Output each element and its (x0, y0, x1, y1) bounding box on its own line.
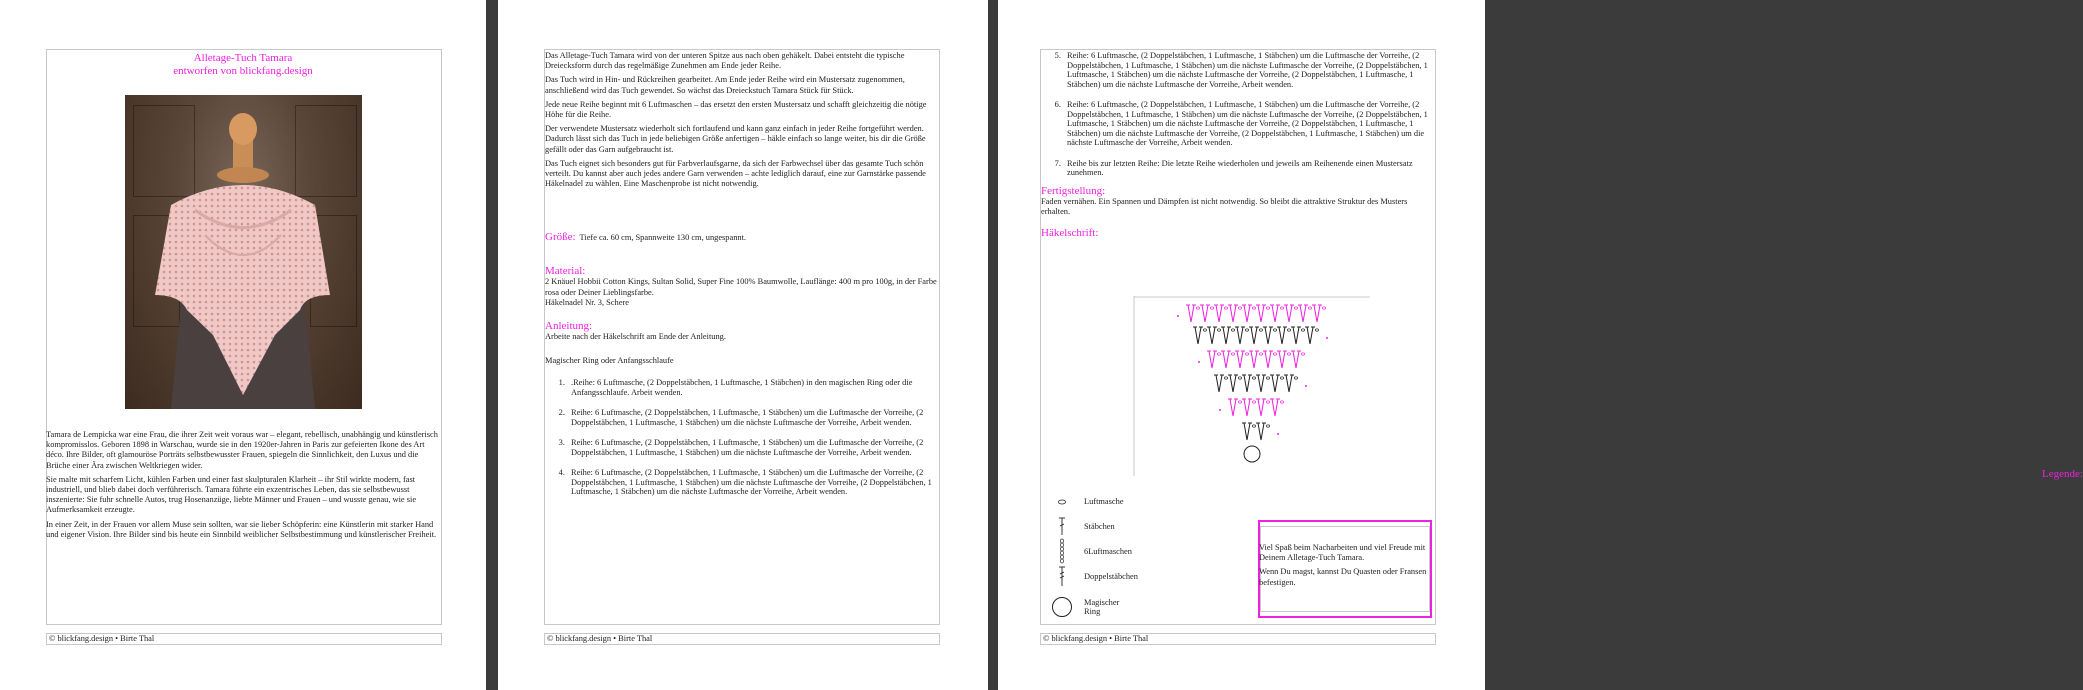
legend-item (1052, 596, 1119, 618)
paragraph: Jede neue Reihe beginnt mit 6 Luftmaschen – das ersetzt den ersten Mustersatz und schafft gleichzeitig die nötige Höhe für die Reihe. (545, 99, 927, 120)
chart-stitch (1298, 305, 1312, 322)
shawl-photo (125, 95, 362, 409)
chart-chain-dot (1219, 409, 1221, 411)
chart-stitch (1291, 351, 1305, 368)
page-footer: © blickfang.design • Birte Thal (1040, 633, 1436, 645)
chart-chain-dot (1277, 433, 1279, 435)
instructions-heading: Anleitung: (545, 320, 593, 333)
step-item: 3. Reihe: 6 Luftmasche, (2 Doppelstäbchen, 1 Luftmasche, 1 Stäbchen) um die Luftmasche der Vorreihe, (2 Doppelstäbchen, 1 Luftmasche, 1 Stäbchen) um die nächste Luftmasche der Vorreihe, Arbeit wenden. (567, 438, 937, 457)
step-item: 2. Reihe: 6 Luftmasche, (2 Doppelstäbchen, 1 Luftmasche, 1 Stäbchen) um die Luftmasche der Vorreihe, (2 Doppelstäbchen, 1 Luftmasche, 1 Stäbchen) um die nächste Luftmasche der Vorreihe, Arbeit wenden. (567, 408, 937, 427)
chart-stitch (1249, 351, 1263, 368)
chart-stitch (1207, 327, 1221, 344)
step-item: 1. .Reihe: 6 Luftmasche, (2 Doppelstäbchen, 1 Luftmasche, 1 Stäbchen) in den magischen Ring oder die Anfangsschlaufe. Arbeit wenden. (567, 378, 937, 397)
size-section (545, 227, 937, 245)
chart-chain-dot (1198, 361, 1200, 363)
instructions-intro: Arbeite nach der Häkelschrift am Ende der Anleitung. (545, 332, 726, 342)
chart-stitch (1277, 327, 1291, 344)
paragraph: Tamara de Lempicka war eine Frau, die ihrer Zeit weit voraus war – elegant, rebellisch, unabhängig und künstlerisch kompromisslos. Geboren 1898 in Warschau, wurde sie in den 1920er-Jahren in Paris zur gefeierten Ikone des Art déco. Ihre Bilder, oft glamouröse Porträts selbstbewusster Frauen, spiegeln die Sinnlichkeit, den Luxus und die Brüche einer Ära zwischen Weltkriegen wider. (46, 430, 438, 470)
chart-stitch (1207, 351, 1221, 368)
chart-stitch (1242, 375, 1256, 392)
note-text: Viel Spaß beim Nacharbeiten und viel Freude mit Deinem Alletage-Tuch Tamara. (1259, 543, 1426, 563)
document-title (46, 52, 440, 78)
chart-stitch (1256, 423, 1270, 440)
instructions-ring: Magischer Ring oder Anfangsschlaufe (545, 356, 674, 366)
legend-item (1052, 565, 1138, 587)
chart-stitch (1305, 327, 1319, 344)
legend-label: Stäbchen (1084, 521, 1115, 531)
chart-chain-dot (1326, 337, 1328, 339)
chart-heading: Häkelschrift: (1041, 226, 1099, 239)
chart-stitch (1228, 399, 1242, 416)
chart-stitch (1284, 305, 1298, 322)
magic-ring-icon (1052, 596, 1072, 618)
chart-stitch (1200, 305, 1214, 322)
material-text: 2 Knäuel Hobbii Cotton Kings, Sultan Solid, Super Fine 100% Baumwolle, Lauflänge: 400 m pro 100g, in der Farbe rosa oder Deiner Lieblingsfarbe. (545, 277, 937, 297)
step-item: 7. Reihe bis zur letzten Reihe: Die letzte Reihe wiederholen und jeweils am Reihenende einen Mustersatz zunehmen. (1063, 159, 1434, 178)
chart-stitch (1242, 423, 1256, 440)
material-tools: Häkelnadel Nr. 3, Schere (545, 297, 629, 307)
chain-six-icon (1052, 538, 1072, 564)
double-crochet-icon (1052, 516, 1072, 536)
steps-list (545, 378, 937, 497)
chart-stitch (1256, 375, 1270, 392)
note-inner (1260, 526, 1430, 612)
note-text: Wenn Du magst, kannst Du Quasten oder Fransen befestigen. (1259, 567, 1427, 587)
chart-stitch (1277, 351, 1291, 368)
paragraph: Sie malte mit scharfem Licht, kühlen Farben und einer fast skulpturalen Klarheit – ihr Stil wirkte modern, fast industriell, und blieb dabei doch verführerisch. Tamara führte ein exzentrisches Leben, das sie selbstbewusst inszenierte: Sie fuhr schnelle Autos, trug Hosenanzüge, liebte Männer und Frauen – und wusste genau, wie sie Aufmerksamkeit erzeugte. (46, 474, 417, 515)
paragraph: Das Tuch wird in Hin- und Rückreihen gearbeitet. Am Ende jeder Reihe wird ein Mustersatz zugenommen, anschließend wird das Tuch gewendet. So wächst das Dreieckstuch Tamara Stück für Stück. (545, 75, 905, 95)
page-3 (998, 0, 2083, 690)
step-item: 5. Reihe: 6 Luftmasche, (2 Doppelstäbchen, 1 Luftmasche, 1 Stäbchen) um die Luftmasche der Vorreihe, (2 Doppelstäbchen, 1 Luftmasche, 1 Stäbchen) um die nächste Luftmasche der Vorreihe, (2 Doppelstäbchen, 1 Luftmasche, 1 Stäbchen) um die nächste Luftmasche der Vorreihe, (2 Doppelstäbchen, 1 Luftmasche, 1 Stäbchen) um die nächste Luftmasche der Vorreihe, Arbeit wenden. (1063, 51, 1434, 89)
paragraph: Der verwendete Mustersatz wiederholt sich fortlaufend und kann ganz einfach in jeder Reihe fortgeführt werden. Dadurch lässt sich das Tuch in jede beliebigen Größe anfertigen – häkle einfach so lange weiter, bis dir die Größe gefällt oder das Garn aufgebraucht ist. (545, 124, 926, 154)
chart-stitch (1221, 351, 1235, 368)
main-text (545, 51, 937, 508)
chart-stitch (1228, 375, 1242, 392)
legend-label: Luftmasche (1084, 497, 1124, 506)
legend-item (1052, 516, 1115, 536)
chart-stitch (1270, 305, 1284, 322)
legend-label: Doppelstäbchen (1084, 571, 1138, 581)
intro-text (46, 430, 438, 544)
finishing-heading: Fertigstellung: (1041, 184, 1106, 197)
legend-item (1052, 538, 1132, 564)
legend-label: 6Luftmaschen (1084, 546, 1132, 556)
chart-chain-dot (1177, 315, 1179, 317)
finishing-text: Faden vernähen. Ein Spannen und Dämpfen ist nicht notwendig. So bleibt die attraktive Struktur des Musters erhalten. (1041, 196, 1408, 216)
chart-stitch (1193, 327, 1207, 344)
chart-stitch (1312, 305, 1326, 322)
chart-magic-ring (1244, 446, 1260, 462)
paragraph: Das Alletage-Tuch Tamara wird von der unteren Spitze aus nach oben gehäkelt. Dabei entsteht die typische Dreiecksform durch das regelmäßige Zunehmen am Ende jeder Reihe. (545, 51, 905, 71)
page-footer: © blickfang.design • Birte Thal (544, 633, 940, 645)
chart-chain-dot (1305, 385, 1307, 387)
step-item: 4. Reihe: 6 Luftmasche, (2 Doppelstäbchen, 1 Luftmasche, 1 Stäbchen) um die Luftmasche der Vorreihe, (2 Doppelstäbchen, 1 Luftmasche, 1 Stäbchen) um die nächste Luftmasche der Vorreihe, (2 Doppelstäbchen, 1 Luftmasche, 1 Stäbchen) um die nächste Luftmasche der Vorreihe, Arbeit wenden. (567, 468, 937, 497)
paragraph: In einer Zeit, in der Frauen vor allem Muse sein sollten, war sie lieber Schöpferin: eine Künstlerin mit starker Hand und eigener Vision. Ihre Bilder sind bis heute ein Sinnbild weiblicher Selbstbestimmung und künstlerischer Freiheit. (46, 519, 437, 539)
chart-stitch (1256, 399, 1270, 416)
chart-stitch (1228, 305, 1242, 322)
paragraph: Das Tuch eignet sich besonders gut für Farbverlaufsgarne, da sich der Farbwechsel über das gesamte Tuch schön verteilt. Du kannst aber auch jedes andere Garn verwenden – achte lediglich darauf, eine zur Garnstärke passende Häkelnadel zu wählen. Eine Maschenprobe ist nicht notwendig. (545, 158, 926, 189)
material-section (545, 265, 937, 308)
chart-stitch (1270, 399, 1284, 416)
steps-list (1041, 51, 1434, 178)
chart-stitch (1235, 327, 1249, 344)
page-2 (498, 0, 988, 690)
page-1 (0, 0, 486, 690)
continued-text (1041, 51, 1434, 239)
legend-label: Magischer Ring (1084, 598, 1120, 616)
legend-item (1052, 497, 1124, 506)
instructions-section (545, 320, 937, 497)
chart-stitch (1270, 375, 1284, 392)
treble-crochet-icon (1052, 565, 1072, 587)
chart-stitch (1186, 305, 1200, 322)
legend-heading: Legende: (2042, 468, 2083, 480)
step-item: 6. Reihe: 6 Luftmasche, (2 Doppelstäbchen, 1 Luftmasche, 1 Stäbchen) um die Luftmasche der Vorreihe, (2 Doppelstäbchen, 1 Luftmasche, 1 Stäbchen) um die nächste Luftmasche der Vorreihe, (2 Doppelstäbchen, 1 Luftmasche, 1 Stäbchen) um die nächste Luftmasche der Vorreihe, (2 Doppelstäbchen, 1 Luftmasche, 1 Stäbchen) um die nächste Luftmasche der Vorreihe, (2 Doppelstäbchen, 1 Luftmasche, 1 Stäbchen) um die nächste Luftmasche der Vorreihe, Arbeit wenden. (1063, 100, 1434, 148)
chart-stitch (1214, 305, 1228, 322)
chain-stitch-icon (1052, 499, 1072, 505)
size-text: Tiefe ca. 60 cm, Spannweite 130 cm, ungespannt. (579, 233, 747, 243)
chart-stitch (1284, 375, 1298, 392)
chart-stitch (1214, 375, 1228, 392)
chart-stitch (1242, 305, 1256, 322)
note-box (1258, 520, 1432, 618)
chart-stitch (1256, 305, 1270, 322)
size-heading: Größe: (545, 231, 576, 244)
crochet-chart (1134, 296, 1374, 476)
chart-stitch (1221, 327, 1235, 344)
chart-stitch (1235, 351, 1249, 368)
title-line-1: Alletage-Tuch Tamara (193, 52, 293, 64)
material-heading: Material: (545, 265, 586, 278)
chart-stitch (1242, 399, 1256, 416)
chart-stitch (1249, 327, 1263, 344)
chart-stitch (1263, 327, 1277, 344)
page-footer: © blickfang.design • Birte Thal (46, 633, 442, 645)
chart-stitch (1263, 351, 1277, 368)
title-line-2: entworfen von blickfang.design (173, 65, 313, 77)
chart-stitch (1291, 327, 1305, 344)
